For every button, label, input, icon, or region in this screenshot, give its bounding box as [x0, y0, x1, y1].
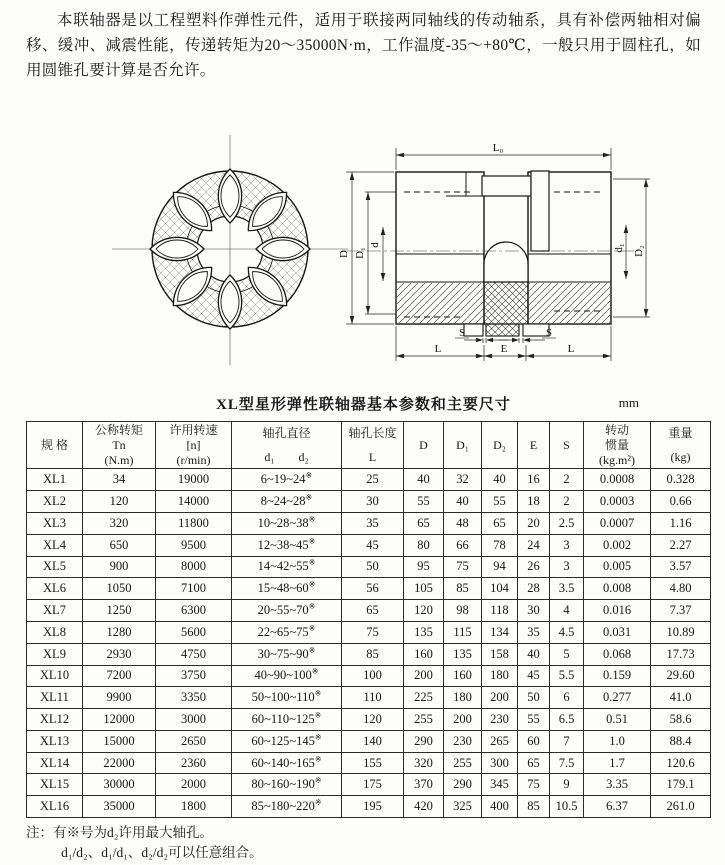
bore-note-mark: ※ — [308, 558, 316, 568]
parameters-table — [26, 421, 711, 818]
cell-D: 255 — [404, 709, 444, 731]
cell-speed: 5600 — [156, 621, 232, 643]
cell-weight: 1.16 — [651, 512, 711, 534]
col-header-inertia: 转动 惯量 (kg.m²) — [584, 422, 651, 469]
cell-D1: 325 — [444, 796, 482, 818]
cell-E: 16 — [518, 469, 550, 491]
cell-S: 6.5 — [550, 709, 584, 731]
cell-D2: 55 — [482, 491, 518, 513]
note-line-1: 注：有※号为d₂许用最大轴孔。 — [26, 825, 213, 841]
cell-weight: 58.6 — [651, 709, 711, 731]
cell-S: 9 — [550, 774, 584, 796]
cell-speed: 7100 — [156, 578, 232, 600]
cell-D2: 400 — [482, 796, 518, 818]
cell-S: 7.5 — [550, 752, 584, 774]
cell-D1: 255 — [444, 752, 482, 774]
cell-speed: 3000 — [156, 709, 232, 731]
cell-inertia: 3.35 — [584, 774, 651, 796]
cell-D1: 48 — [444, 512, 482, 534]
col-header-torque: 公称转矩 Tn (N.m) — [83, 422, 156, 469]
cell-weight: 10.89 — [651, 621, 711, 643]
bore-note-mark: ※ — [314, 710, 322, 720]
cell-E: 35 — [518, 621, 550, 643]
cell-weight: 29.60 — [651, 665, 711, 687]
cell-S: 7 — [550, 730, 584, 752]
cell-speed: 9500 — [156, 534, 232, 556]
cell-weight: 41.0 — [651, 687, 711, 709]
cell-D: 105 — [404, 578, 444, 600]
dim-label-d: d — [369, 242, 381, 249]
cell-spec: XL13 — [27, 730, 83, 752]
cell-speed: 3750 — [156, 665, 232, 687]
cell-torque: 15000 — [83, 730, 156, 752]
cell-bore-length: 195 — [342, 796, 404, 818]
dim-label-s-right: S — [546, 328, 552, 340]
cell-D2: 78 — [482, 534, 518, 556]
cell-weight: 179.1 — [651, 774, 711, 796]
cell-D2: 200 — [482, 687, 518, 709]
cell-D2: 134 — [482, 621, 518, 643]
cell-bore-diameter: 30~75~90※ — [232, 643, 342, 665]
cell-D2: 265 — [482, 730, 518, 752]
intro-paragraph: 本联轴器是以工程塑料作弹性元件，适用于联接两同轴线的传动轴系，具有补偿两轴相对偏移、缓冲、减震性能，传递转矩为20～35000N·m，工作温度-35～+80℃，一般只用于圆柱孔，如用圆锥孔要计算是否允许。 — [26, 12, 701, 80]
cell-D2: 94 — [482, 556, 518, 578]
col-header-D2: D₂ — [482, 422, 518, 469]
cell-bore-diameter: 40~90~100※ — [232, 665, 342, 687]
cell-weight: 7.37 — [651, 600, 711, 622]
cell-E: 18 — [518, 491, 550, 513]
cell-E: 65 — [518, 752, 550, 774]
cell-torque: 7200 — [83, 665, 156, 687]
cell-D: 200 — [404, 665, 444, 687]
bore-note-mark: ※ — [308, 536, 316, 546]
cell-spec: XL2 — [27, 491, 83, 513]
cell-D2: 345 — [482, 774, 518, 796]
cell-E: 50 — [518, 687, 550, 709]
cell-inertia: 6.37 — [584, 796, 651, 818]
table-row — [27, 774, 711, 796]
cell-torque: 12000 — [83, 709, 156, 731]
cell-S: 5.5 — [550, 665, 584, 687]
bore-note-mark: ※ — [308, 601, 316, 611]
dim-label-e: E — [500, 343, 508, 356]
table-row — [27, 730, 711, 752]
cell-torque: 320 — [83, 512, 156, 534]
table-row — [27, 643, 711, 665]
cell-bore-length: 65 — [342, 600, 404, 622]
cell-D1: 230 — [444, 730, 482, 752]
col-header-D: D — [404, 422, 444, 469]
cell-E: 40 — [518, 643, 550, 665]
dim-label-l-left: L — [434, 343, 442, 356]
cell-inertia: 0.0007 — [584, 512, 651, 534]
cell-inertia: 0.0008 — [584, 469, 651, 491]
cell-spec: XL4 — [27, 534, 83, 556]
col-header-S: S — [550, 422, 584, 469]
cell-speed: 1800 — [156, 796, 232, 818]
cell-spec: XL9 — [27, 643, 83, 665]
cell-D1: 160 — [444, 665, 482, 687]
table-row — [27, 512, 711, 534]
cell-bore-diameter: 15~48~60※ — [232, 578, 342, 600]
cell-D: 65 — [404, 512, 444, 534]
bore-note-mark: ※ — [305, 471, 313, 481]
cell-D1: 40 — [444, 491, 482, 513]
cell-speed: 19000 — [156, 469, 232, 491]
cell-inertia: 0.068 — [584, 643, 651, 665]
cell-E: 24 — [518, 534, 550, 556]
cell-bore-diameter: 14~42~55※ — [232, 556, 342, 578]
cell-bore-length: 35 — [342, 512, 404, 534]
cell-bore-length: 155 — [342, 752, 404, 774]
col-header-bore-length: 轴孔长度 L — [342, 422, 404, 469]
table-row — [27, 709, 711, 731]
cell-S: 10.5 — [550, 796, 584, 818]
front-view — [112, 135, 348, 365]
cell-E: 20 — [518, 512, 550, 534]
cell-bore-length: 175 — [342, 774, 404, 796]
cell-spec: XL6 — [27, 578, 83, 600]
col-header-bore-diameter: 轴孔直径 d₁ d₂ — [232, 422, 342, 469]
cell-speed: 14000 — [156, 491, 232, 513]
cell-S: 3 — [550, 534, 584, 556]
cell-bore-diameter: 22~65~75※ — [232, 621, 342, 643]
bore-note-mark: ※ — [308, 580, 316, 590]
cell-spec: XL15 — [27, 774, 83, 796]
cell-bore-length: 45 — [342, 534, 404, 556]
cell-weight: 120.6 — [651, 752, 711, 774]
cell-spec: XL11 — [27, 687, 83, 709]
cell-D2: 180 — [482, 665, 518, 687]
cell-bore-length: 25 — [342, 469, 404, 491]
cell-bore-diameter: 10~28~38※ — [232, 512, 342, 534]
bore-note-mark: ※ — [314, 689, 322, 699]
cell-bore-length: 110 — [342, 687, 404, 709]
cell-torque: 30000 — [83, 774, 156, 796]
cell-bore-length: 140 — [342, 730, 404, 752]
cell-speed: 2000 — [156, 774, 232, 796]
cell-spec: XL8 — [27, 621, 83, 643]
cell-spec: XL10 — [27, 665, 83, 687]
cell-D2: 118 — [482, 600, 518, 622]
dim-label-D2: D₂ — [633, 245, 645, 258]
cell-D1: 98 — [444, 600, 482, 622]
cell-D: 320 — [404, 752, 444, 774]
cell-inertia: 0.277 — [584, 687, 651, 709]
cell-bore-length: 120 — [342, 709, 404, 731]
cell-bore-diameter: 80~160~190※ — [232, 774, 342, 796]
cell-spec: XL12 — [27, 709, 83, 731]
cell-E: 75 — [518, 774, 550, 796]
cell-S: 5 — [550, 643, 584, 665]
cell-D1: 200 — [444, 709, 482, 731]
cell-weight: 0.66 — [651, 491, 711, 513]
header-row — [27, 422, 711, 469]
cell-D: 55 — [404, 491, 444, 513]
cell-weight: 17.73 — [651, 643, 711, 665]
cell-D2: 104 — [482, 578, 518, 600]
cell-weight: 88.4 — [651, 730, 711, 752]
dim-label-l0: L₀ — [492, 142, 504, 155]
cell-D2: 158 — [482, 643, 518, 665]
bore-note-mark: ※ — [314, 798, 322, 808]
cell-D: 135 — [404, 621, 444, 643]
cell-D: 370 — [404, 774, 444, 796]
cell-bore-length: 100 — [342, 665, 404, 687]
table-row — [27, 796, 711, 818]
cell-D1: 85 — [444, 578, 482, 600]
bore-note-mark: ※ — [314, 776, 322, 786]
dim-label-s-left: S — [459, 328, 465, 340]
cell-torque: 34 — [83, 469, 156, 491]
cell-torque: 1050 — [83, 578, 156, 600]
cell-S: 3.5 — [550, 578, 584, 600]
cell-inertia: 0.002 — [584, 534, 651, 556]
cell-torque: 9900 — [83, 687, 156, 709]
cell-inertia: 1.7 — [584, 752, 651, 774]
dim-label-l-right: L — [567, 343, 575, 356]
cell-E: 85 — [518, 796, 550, 818]
cell-S: 2 — [550, 469, 584, 491]
cell-D2: 40 — [482, 469, 518, 491]
table-row — [27, 578, 711, 600]
cell-spec: XL14 — [27, 752, 83, 774]
cell-speed: 4750 — [156, 643, 232, 665]
cell-E: 45 — [518, 665, 550, 687]
cell-spec: XL16 — [27, 796, 83, 818]
cell-D1: 75 — [444, 556, 482, 578]
bore-note-mark: ※ — [311, 667, 319, 677]
cell-speed: 3350 — [156, 687, 232, 709]
cell-S: 2.5 — [550, 512, 584, 534]
bore-note-mark: ※ — [305, 492, 313, 502]
cell-bore-diameter: 85~180~220※ — [232, 796, 342, 818]
cell-E: 30 — [518, 600, 550, 622]
cell-E: 55 — [518, 709, 550, 731]
cell-D: 40 — [404, 469, 444, 491]
cell-torque: 1250 — [83, 600, 156, 622]
table-title: XL型星形弹性联轴器基本参数和主要尺寸 — [216, 397, 511, 414]
cell-speed: 6300 — [156, 600, 232, 622]
cell-weight: 3.57 — [651, 556, 711, 578]
cell-D: 160 — [404, 643, 444, 665]
cell-speed: 2360 — [156, 752, 232, 774]
table-unit: mm — [618, 395, 639, 411]
bore-note-mark: ※ — [308, 623, 316, 633]
cell-torque: 900 — [83, 556, 156, 578]
cell-D1: 115 — [444, 621, 482, 643]
cell-D: 420 — [404, 796, 444, 818]
col-header-E: E — [518, 422, 550, 469]
dim-label-d1: d₁ — [613, 243, 625, 253]
cell-S: 4.5 — [550, 621, 584, 643]
cell-E: 28 — [518, 578, 550, 600]
cell-bore-length: 56 — [342, 578, 404, 600]
table-title-row — [26, 393, 701, 415]
section-view — [344, 171, 638, 336]
cell-D: 225 — [404, 687, 444, 709]
cell-speed: 2650 — [156, 730, 232, 752]
cell-weight: 261.0 — [651, 796, 711, 818]
cell-bore-diameter: 60~140~165※ — [232, 752, 342, 774]
cell-inertia: 0.51 — [584, 709, 651, 731]
cell-S: 6 — [550, 687, 584, 709]
cell-inertia: 1.0 — [584, 730, 651, 752]
cell-S: 4 — [550, 600, 584, 622]
table-row — [27, 491, 711, 513]
cell-S: 2 — [550, 491, 584, 513]
left-jaw-bar — [482, 176, 531, 196]
cell-inertia: 0.0003 — [584, 491, 651, 513]
cell-D1: 180 — [444, 687, 482, 709]
cell-D2: 300 — [482, 752, 518, 774]
cell-D: 80 — [404, 534, 444, 556]
cell-bore-length: 50 — [342, 556, 404, 578]
table-row — [27, 621, 711, 643]
cell-E: 60 — [518, 730, 550, 752]
cell-D1: 66 — [444, 534, 482, 556]
cell-torque: 1280 — [83, 621, 156, 643]
cell-bore-diameter: 6~19~24※ — [232, 469, 342, 491]
cell-D: 290 — [404, 730, 444, 752]
cell-spec: XL3 — [27, 512, 83, 534]
table-body — [27, 469, 711, 818]
cell-bore-diameter: 12~38~45※ — [232, 534, 342, 556]
cell-D2: 65 — [482, 512, 518, 534]
cell-weight: 0.328 — [651, 469, 711, 491]
right-hub-hatch — [529, 283, 610, 323]
cell-inertia: 0.008 — [584, 578, 651, 600]
right-jaw-leg — [531, 171, 549, 251]
cell-weight: 4.80 — [651, 578, 711, 600]
cell-bore-diameter: 50~100~110※ — [232, 687, 342, 709]
table-row — [27, 534, 711, 556]
cell-inertia: 0.159 — [584, 665, 651, 687]
cell-torque: 650 — [83, 534, 156, 556]
cell-weight: 2.27 — [651, 534, 711, 556]
cell-D1: 32 — [444, 469, 482, 491]
dim-label-D1: D₁ — [354, 247, 366, 260]
dim-label-D: D — [338, 250, 350, 259]
col-header-spec: 规 格 — [27, 422, 83, 469]
table-row — [27, 687, 711, 709]
coupling-drawing — [26, 129, 725, 381]
cell-inertia: 0.016 — [584, 600, 651, 622]
cell-speed: 11800 — [156, 512, 232, 534]
cell-bore-length: 30 — [342, 491, 404, 513]
spider-dome — [484, 242, 528, 282]
table-row — [27, 556, 711, 578]
cell-D: 95 — [404, 556, 444, 578]
cell-speed: 8000 — [156, 556, 232, 578]
bore-note-mark: ※ — [314, 732, 322, 742]
note-line-2: d₁/d₂、d₁/d₁、d₂/d₂可以任意组合。 — [61, 844, 263, 860]
left-jaw-foot — [464, 324, 483, 336]
cell-bore-diameter: 20~55~70※ — [232, 600, 342, 622]
cell-D2: 230 — [482, 709, 518, 731]
cell-inertia: 0.031 — [584, 621, 651, 643]
cell-torque: 22000 — [83, 752, 156, 774]
spider-foot — [486, 324, 519, 336]
table-row — [27, 665, 711, 687]
col-header-D1: D₁ — [444, 422, 482, 469]
cell-spec: XL7 — [27, 600, 83, 622]
footnotes — [26, 823, 701, 862]
cell-spec: XL5 — [27, 556, 83, 578]
cell-D: 120 — [404, 600, 444, 622]
cell-torque: 2930 — [83, 643, 156, 665]
col-header-speed: 许用转速 [n] (r/min) — [156, 422, 232, 469]
table-row — [27, 752, 711, 774]
cell-inertia: 0.005 — [584, 556, 651, 578]
cell-torque: 35000 — [83, 796, 156, 818]
cell-E: 26 — [518, 556, 550, 578]
cell-bore-diameter: 60~110~125※ — [232, 709, 342, 731]
cell-spec: XL1 — [27, 469, 83, 491]
cell-D1: 290 — [444, 774, 482, 796]
cell-bore-diameter: 8~24~28※ — [232, 491, 342, 513]
cell-bore-length: 85 — [342, 643, 404, 665]
cell-torque: 120 — [83, 491, 156, 513]
cell-D1: 135 — [444, 643, 482, 665]
table-row — [27, 469, 711, 491]
cell-bore-length: 75 — [342, 621, 404, 643]
col-header-weight: 重量 (kg) — [651, 422, 711, 469]
bore-note-mark: ※ — [308, 645, 316, 655]
bore-note-mark: ※ — [308, 514, 316, 524]
cell-S: 3 — [550, 556, 584, 578]
bore-note-mark: ※ — [314, 754, 322, 764]
spider-section — [484, 282, 528, 324]
cell-bore-diameter: 60~125~145※ — [232, 730, 342, 752]
table-row — [27, 600, 711, 622]
